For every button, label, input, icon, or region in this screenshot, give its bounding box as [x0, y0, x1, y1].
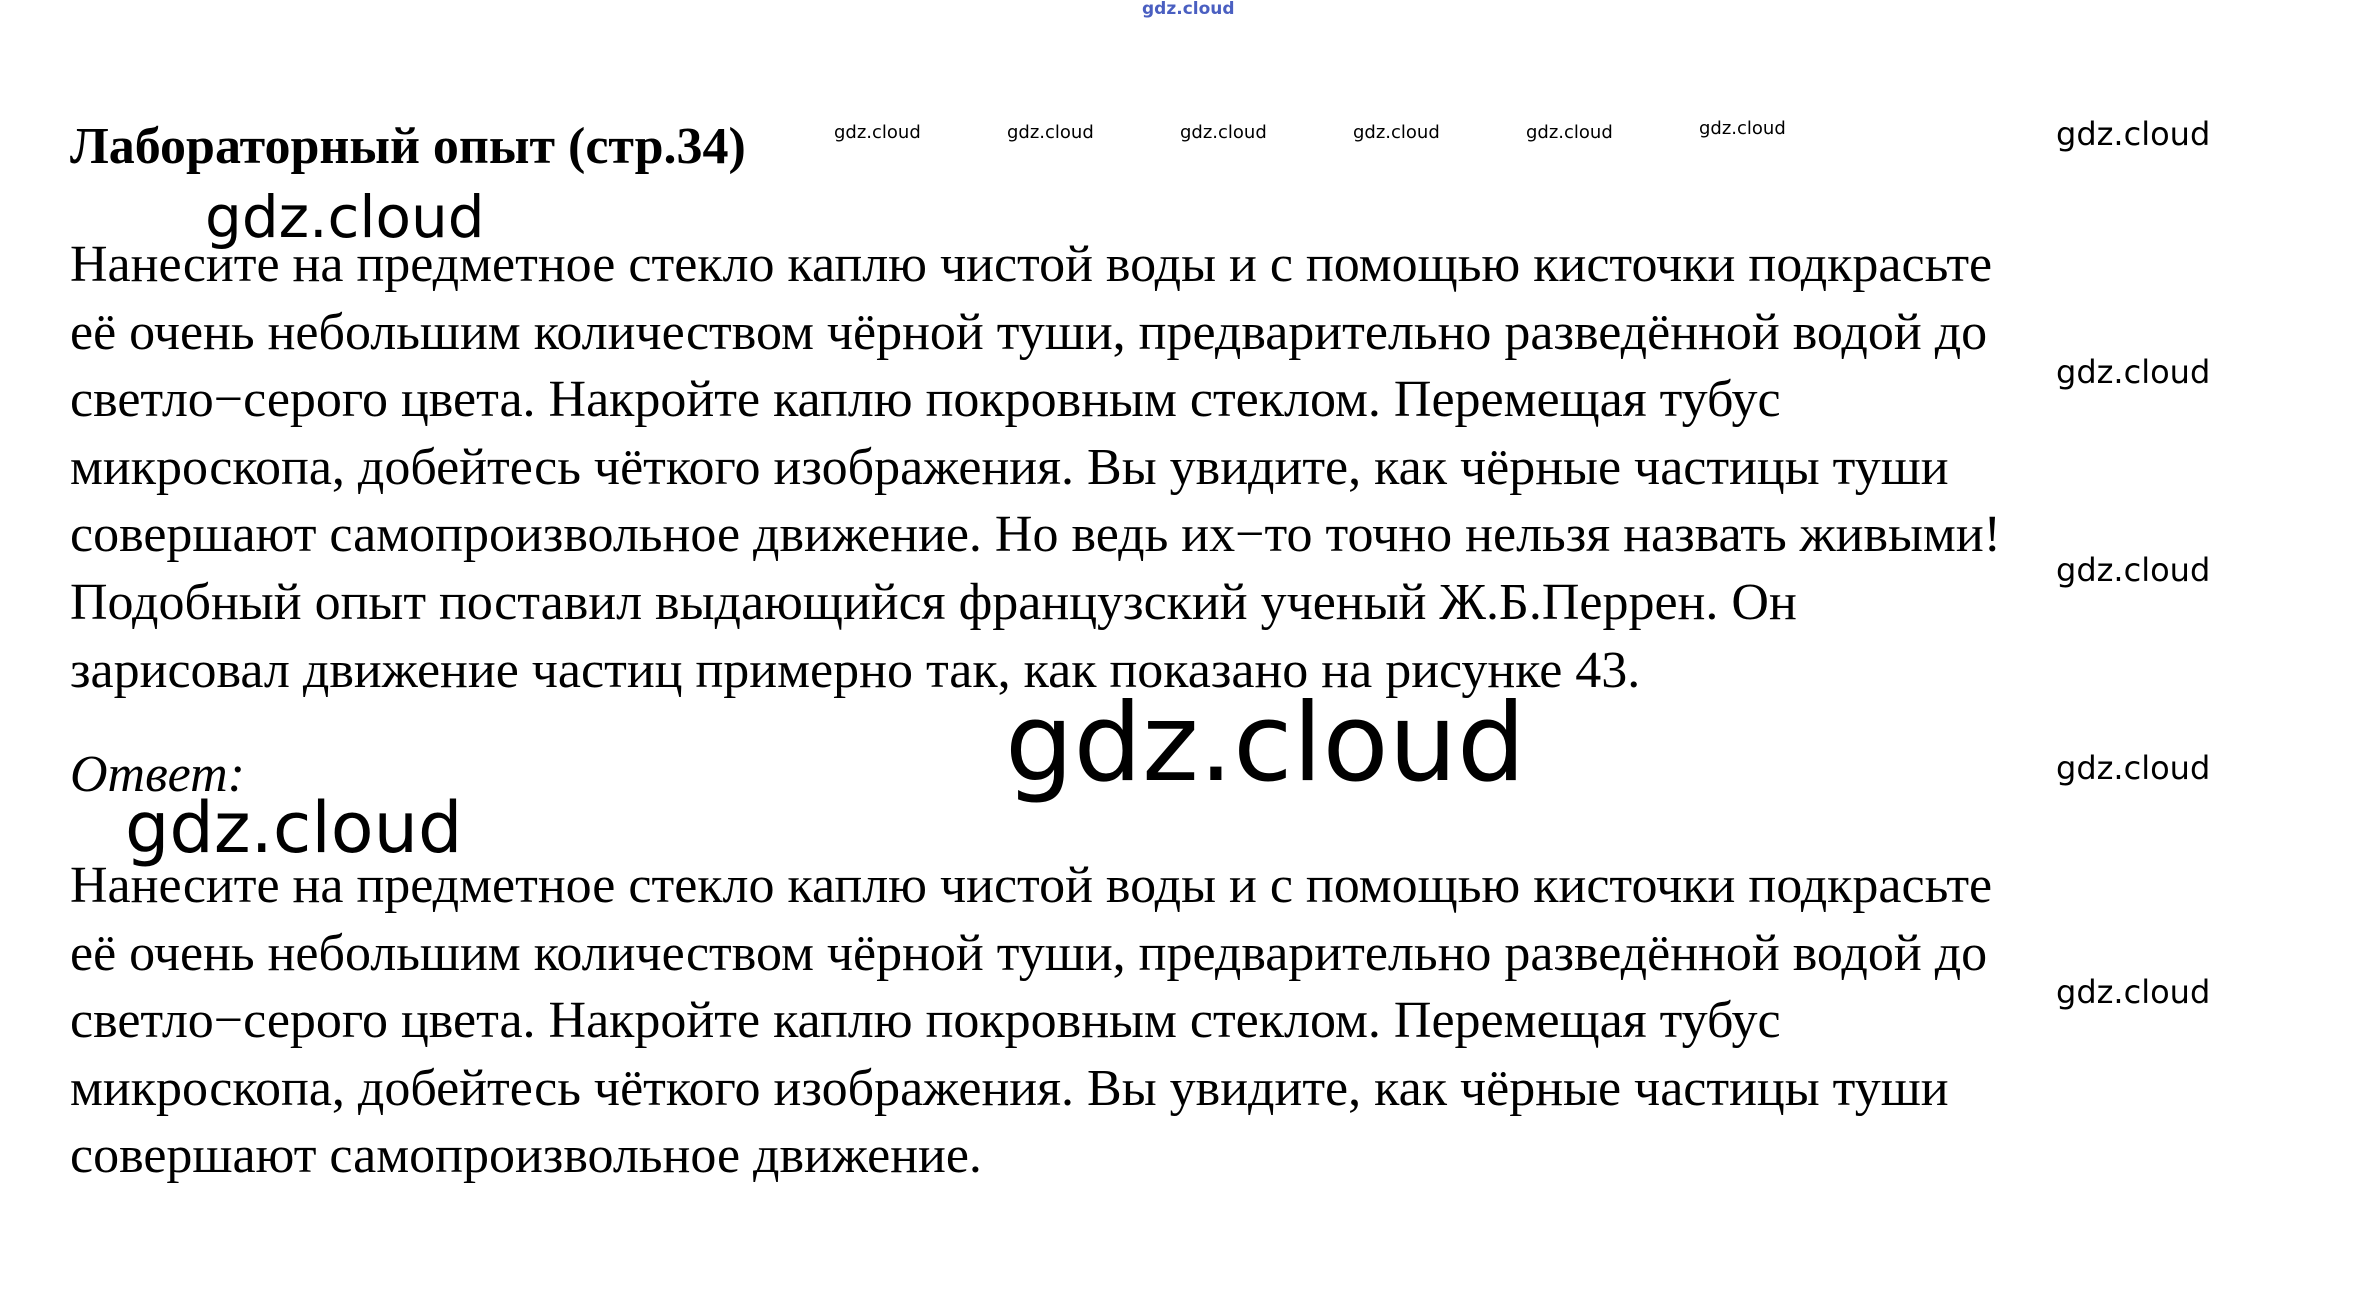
- watermark-top: gdz.cloud: [1142, 0, 1235, 19]
- watermark: gdz.cloud: [1007, 122, 1094, 143]
- watermark: gdz.cloud: [834, 122, 921, 143]
- task-paragraph: [70, 231, 2310, 704]
- watermark: gdz.cloud: [205, 183, 485, 251]
- watermark: gdz.cloud: [1699, 118, 1786, 139]
- watermark: gdz.cloud: [1353, 122, 1440, 143]
- watermark: gdz.cloud: [2056, 551, 2211, 589]
- task-line: микроскопа, добейтесь чёткого изображения. Вы увидите, как чёрные частицы туши: [70, 438, 1949, 496]
- watermark: gdz.cloud: [125, 787, 463, 869]
- answer-line: совершают самопроизвольное движение.: [70, 1127, 982, 1185]
- watermark: gdz.cloud: [2056, 749, 2211, 787]
- watermark: gdz.cloud: [2056, 973, 2211, 1011]
- task-line: светло−серого цвета. Накройте каплю покровным стеклом. Перемещая тубус: [70, 371, 1781, 429]
- answer-line: микроскопа, добейтесь чёткого изображения. Вы увидите, как чёрные частицы туши: [70, 1059, 1949, 1117]
- watermark: gdz.cloud: [1180, 122, 1267, 143]
- answer-paragraph: [70, 852, 2310, 1190]
- watermark: gdz.cloud: [2056, 115, 2211, 153]
- watermark-large: gdz.cloud: [1005, 681, 1526, 806]
- task-line: совершают самопроизвольное движение. Но ведь их−то точно нельзя назвать живыми!: [70, 506, 2001, 564]
- watermark: gdz.cloud: [1526, 122, 1613, 143]
- watermark: gdz.cloud: [2056, 353, 2211, 391]
- answer-line: её очень небольшим количеством чёрной туши, предварительно разведённой водой до: [70, 924, 1988, 982]
- answer-line: Нанесите на предметное стекло каплю чистой воды и с помощью кисточки подкрасьте: [70, 857, 1993, 914]
- answer-line: светло−серого цвета. Накройте каплю покровным стеклом. Перемещая тубус: [70, 992, 1781, 1050]
- answer-label: Ответ:: [70, 746, 245, 803]
- document-title: Лабораторный опыт (стр.34): [70, 118, 746, 175]
- task-line: её очень небольшим количеством чёрной туши, предварительно разведённой водой до: [70, 303, 1988, 361]
- task-line: зарисовал движение частиц примерно так, как показано на рисунке 43.: [70, 641, 1641, 699]
- task-line: Подобный опыт поставил выдающийся французский ученый Ж.Б.Перрен. Он: [70, 573, 1797, 631]
- task-line: Нанесите на предметное стекло каплю чистой воды и с помощью кисточки подкрасьте: [70, 236, 1993, 293]
